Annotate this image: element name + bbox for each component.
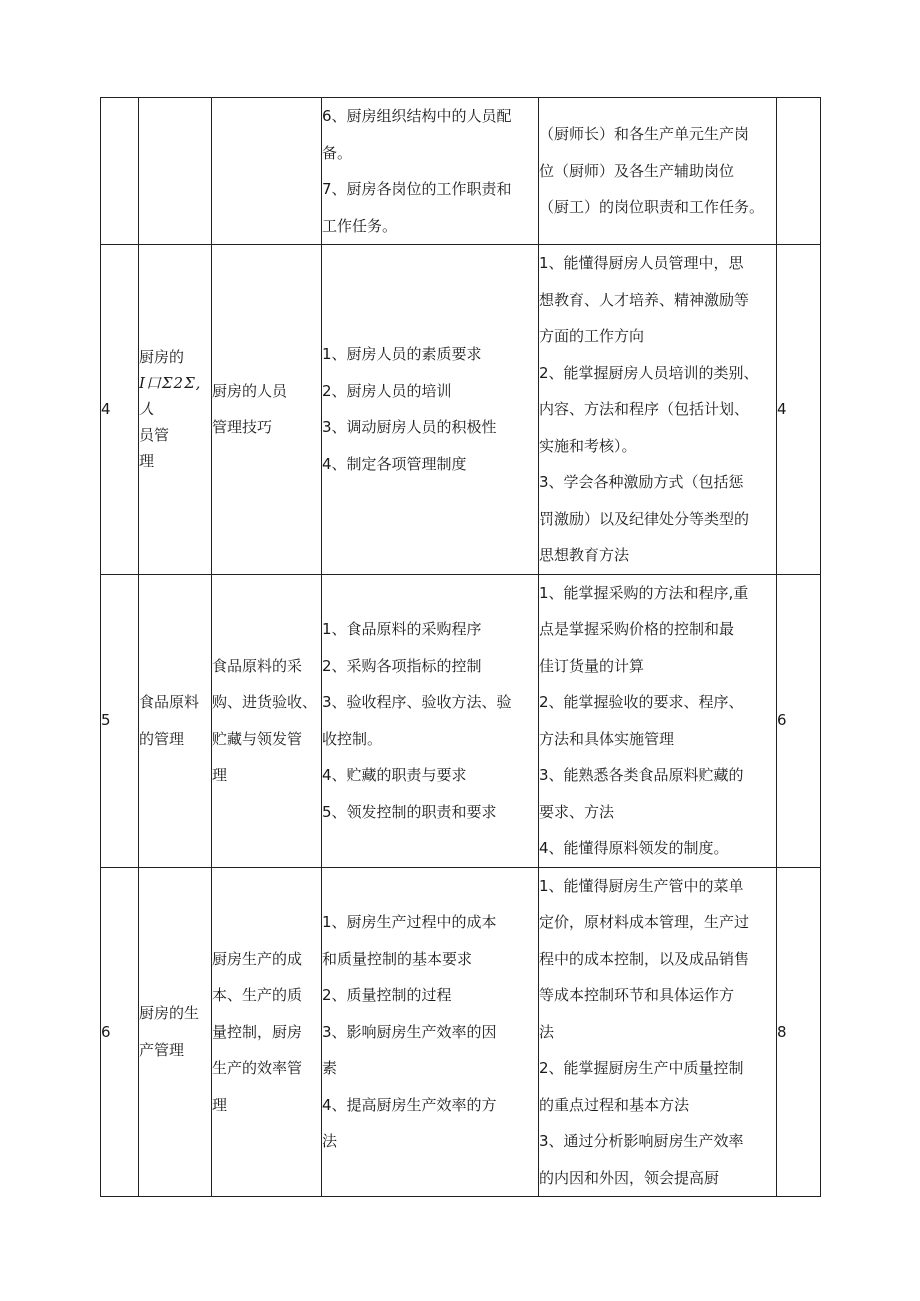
topic-cell (212, 245, 322, 575)
requirement-line: 2、能掌握验收的要求、程序、 (539, 693, 744, 711)
document-page (100, 97, 820, 1197)
unit-line: 食品原料 (139, 693, 200, 711)
table-row (101, 245, 821, 575)
unit-line: 厨房的生 (139, 1004, 200, 1023)
requirement-line: 佳订货量的计算 (539, 656, 645, 675)
content-line: 4、制定各项管理制度 (322, 454, 467, 473)
topic-cell (212, 867, 322, 1197)
requirements-cell (539, 867, 777, 1197)
requirement-line: 实施和考核）。 (539, 436, 637, 455)
requirement-line: 罚激励）以及纪律处分等类型的 (539, 509, 750, 528)
content-line: 法 (322, 1132, 338, 1150)
requirements-cell (539, 98, 777, 245)
content-line: 4、提高厨房生产效率的方 (322, 1095, 497, 1114)
requirement-line: 定价，原材料成本管理，生产过 (539, 913, 750, 931)
content-line: 6、厨房组织结构中的人员配 (322, 107, 512, 125)
content-line: 收控制。 (322, 729, 383, 748)
hours-cell: 8 (777, 867, 821, 1197)
topic-line: 购、进货验收、 (212, 693, 318, 711)
table-row (101, 98, 821, 245)
content-cell (322, 867, 539, 1197)
topic-line: 本、生产的质 (212, 986, 303, 1004)
content-line: 工作任务。 (322, 216, 398, 235)
requirement-line: 内容、方法和程序（包括计划、 (539, 400, 750, 418)
content-cell (322, 574, 539, 867)
content-line: 5、领发控制的职责和要求 (322, 802, 497, 821)
unit-line: 厨房的 (139, 348, 185, 367)
requirement-line: 位（厨师）及各生产辅助岗位 (539, 161, 735, 180)
requirement-line: 2、能掌握厨房生产中质量控制 (539, 1059, 744, 1077)
unit-line: 产管理 (139, 1040, 185, 1059)
requirement-line: 思想教育方法 (539, 546, 630, 564)
requirement-line: 方法和具体实施管理 (539, 729, 675, 748)
topic-line: 生产的效率管 (212, 1059, 303, 1077)
requirement-line: 的内因和外因，领会提高厨 (539, 1168, 720, 1187)
table-row (101, 867, 821, 1197)
unit-line: 员管 (139, 426, 170, 445)
requirements-cell (539, 574, 777, 867)
requirement-line: （厨工）的岗位职责和工作任务。 (539, 198, 765, 217)
topic-line: 贮藏与领发管 (212, 729, 303, 748)
hours-cell: 4 (777, 245, 821, 575)
content-cell (322, 245, 539, 575)
requirement-line: 想教育、人才培养、精神激励等 (539, 290, 750, 309)
content-line: 1、食品原料的采购程序 (322, 620, 482, 638)
unit-cell (139, 98, 212, 245)
hours-cell: 6 (777, 574, 821, 867)
requirement-line: 要求、方法 (539, 802, 615, 821)
content-line: 3、调动厨房人员的积极性 (322, 418, 497, 437)
content-line: 3、验收程序、验收方法、验 (322, 693, 512, 711)
unit-cell (139, 245, 212, 575)
content-line: 7、厨房各岗位的工作职责和 (322, 180, 512, 198)
table-row (101, 574, 821, 867)
topic-line: 厨房生产的成 (212, 949, 303, 968)
unit-line: 的管理 (139, 729, 185, 748)
requirement-line: 3、通过分析影响厨房生产效率 (539, 1132, 744, 1150)
content-cell (322, 98, 539, 245)
requirement-line: 点是掌握采购价格的控制和最 (539, 620, 735, 638)
requirement-line: 2、能掌握厨房人员培训的类别、 (539, 363, 759, 382)
requirement-line: 3、学会各种激励方式（包括惩 (539, 473, 744, 491)
row-number (101, 98, 139, 245)
requirement-line: 的重点过程和基本方法 (539, 1095, 690, 1114)
requirement-line: 程中的成本控制，以及成品销售 (539, 949, 750, 968)
content-line: 1、厨房人员的素质要求 (322, 345, 482, 364)
content-line: 素 (322, 1059, 338, 1077)
topic-line: 理 (212, 1095, 228, 1114)
topic-line: 量控制，厨房 (212, 1022, 303, 1041)
requirement-line: （厨师长）和各生产单元生产岗 (539, 125, 750, 144)
requirement-line: 3、能熟悉各类食品原料贮藏的 (539, 766, 744, 784)
row-number: 6 (101, 867, 139, 1197)
unit-cell (139, 867, 212, 1197)
topic-line: 厨房的人员 (212, 381, 288, 400)
requirements-cell (539, 245, 777, 575)
content-line: 2、厨房人员的培训 (322, 381, 452, 400)
row-number: 4 (101, 245, 139, 575)
content-line: 2、采购各项指标的控制 (322, 656, 482, 675)
topic-cell (212, 98, 322, 245)
topic-cell (212, 574, 322, 867)
requirement-line: 等成本控制环节和具体运作方 (539, 986, 735, 1004)
unit-line: 理 (139, 452, 155, 471)
requirement-line: 方面的工作方向 (539, 327, 645, 345)
topic-line: 管理技巧 (212, 418, 273, 437)
unit-line-garbled: I口Σ2Σ,人 (139, 374, 202, 419)
topic-line: 理 (212, 766, 228, 784)
requirement-line: 1、能懂得厨房人员管理中，思 (539, 254, 744, 272)
requirement-line: 4、能懂得原料领发的制度。 (539, 839, 729, 857)
content-line: 2、质量控制的过程 (322, 986, 452, 1004)
syllabus-table (100, 97, 821, 1197)
requirement-line: 1、能懂得厨房生产管中的菜单 (539, 876, 744, 895)
hours-cell (777, 98, 821, 245)
content-line: 和质量控制的基本要求 (322, 949, 473, 968)
requirement-line: 1、能掌握采购的方法和程序,重 (539, 583, 749, 602)
content-line: 3、影响厨房生产效率的因 (322, 1022, 497, 1041)
row-number: 5 (101, 574, 139, 867)
content-line: 备。 (322, 143, 353, 162)
content-line: 4、贮藏的职责与要求 (322, 766, 467, 784)
requirement-line: 法 (539, 1022, 555, 1041)
content-line: 1、厨房生产过程中的成本 (322, 913, 497, 931)
unit-cell (139, 574, 212, 867)
topic-line: 食品原料的采 (212, 656, 303, 675)
